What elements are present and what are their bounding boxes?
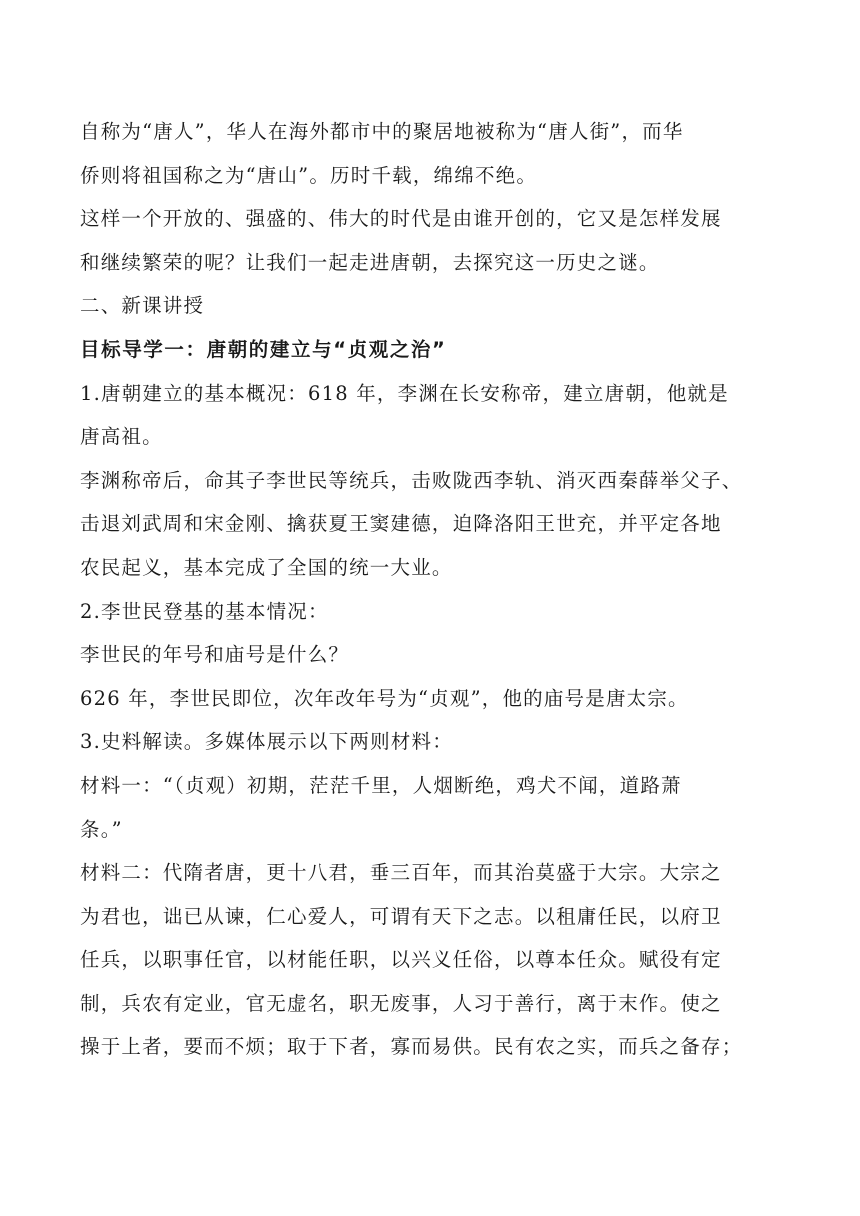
quote-line: 任兵，以职事任官，以材能任职，以兴义任俗，以尊本任众。赋役有定	[80, 948, 722, 972]
quote-line: 制，兵农有定业，官无虚名，职无废事，人习于善行，离于末作。使之	[80, 991, 722, 1015]
document-body	[80, 110, 800, 1069]
text-line: 626 年，李世民即位，次年改年号为“贞观”，他的庙号是唐太宗。	[80, 686, 689, 710]
text-line: 1.唐朝建立的基本概况：618 年，李渊在长安称帝，建立唐朝，他就是	[80, 381, 729, 405]
text-line: 和继续繁荣的呢？让我们一起走进唐朝，去探究这一历史之谜。	[80, 250, 660, 274]
text-line: 自称为“唐人”，华人在海外都市中的聚居地被称为“唐人街”，而华	[80, 120, 684, 143]
question-line: 李世民的年号和庙号是什么？	[80, 643, 350, 667]
text-line: 农民起义，基本完成了全国的统一大业。	[80, 555, 453, 579]
quote-line: 条。”	[80, 817, 123, 841]
quote-line: 材料二：代隋者唐，更十八君，垂三百年，而其治莫盛于大宗。大宗之	[80, 861, 722, 885]
quote-line: 操于上者，要而不烦；取于下者，寡而易供。民有农之实，而兵之备存；	[80, 1035, 743, 1059]
text-line: 唐高祖。	[80, 425, 163, 449]
text-line: 3.史料解读。多媒体展示以下两则材料：	[80, 730, 453, 754]
text-line: 击退刘武周和宋金刚、擒获夏王窦建德，迫降洛阳王世充，并平定各地	[80, 512, 722, 536]
text-line: 李渊称帝后，命其子李世民等统兵，击败陇西李轨、消灭西秦薛举父子、	[80, 468, 743, 492]
text-line: 这样一个开放的、强盛的、伟大的时代是由谁开创的，它又是怎样发展	[80, 207, 722, 231]
subsection-heading: 目标导学一：唐朝的建立与“贞观之治”	[80, 337, 447, 361]
section-title: 二、新课讲授	[80, 294, 205, 318]
text-line: 2.李世民登基的基本情况：	[80, 599, 329, 623]
quote-line: 为君也，诎已从谏，仁心爱人，可谓有天下之志。以租庸任民，以府卫	[80, 904, 722, 928]
text-line: 侨则将祖国称之为“唐山”。历时千载，绵绵不绝。	[80, 163, 538, 187]
quote-line: 材料一：“（贞观）初期，茫茫千里，人烟断绝，鸡犬不闻，道路萧	[80, 773, 682, 797]
